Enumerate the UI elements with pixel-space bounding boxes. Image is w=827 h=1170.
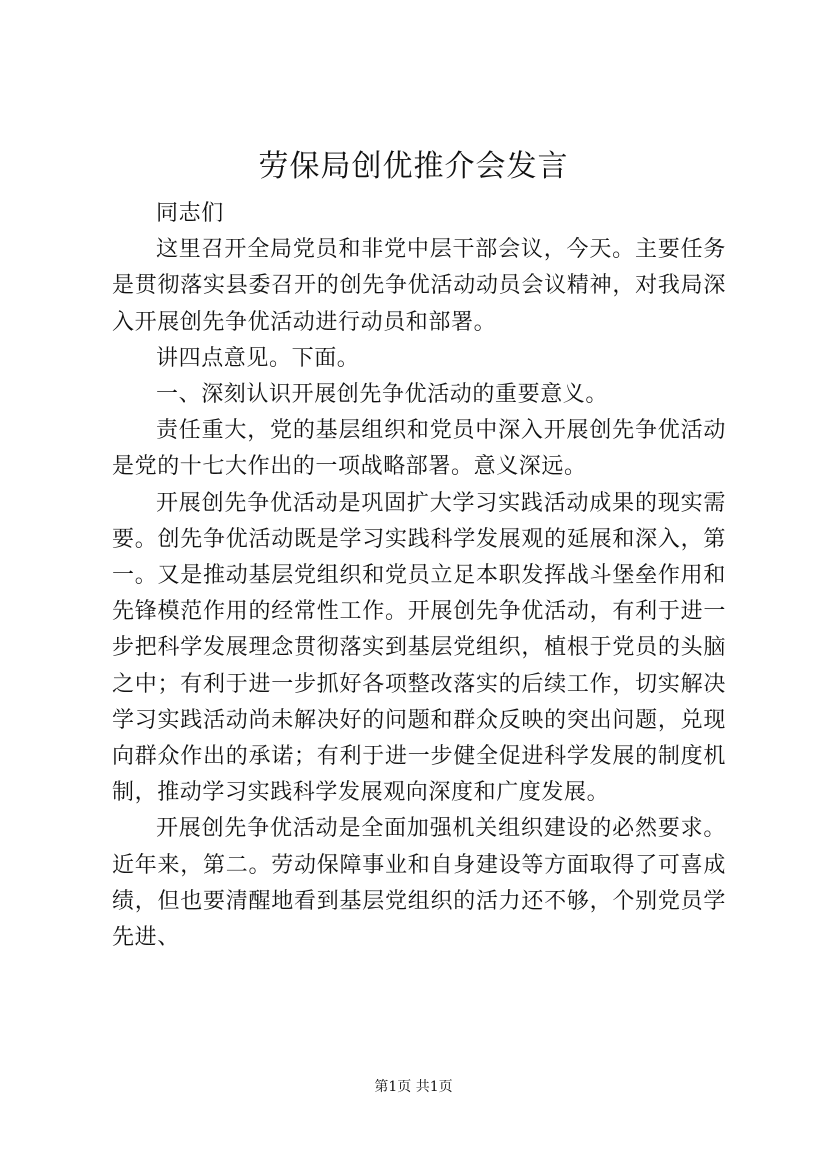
paragraph: 这里召开全局党员和非党中层干部会议，今天。主要任务是贯彻落实县委召开的创先争优活动动员会议精神，对我局深入开展创先争优活动进行动员和部署。	[112, 237, 726, 335]
section-heading: 一、深刻认识开展创先争优活动的重要意义。	[156, 382, 609, 408]
page-footer: 第1页 共1页	[374, 1079, 453, 1095]
paragraph: 开展创先争优活动是全面加强机关组织建设的必然要求。近年来，第二。劳动保障事业和自身建设等方面取得了可喜成绩，但也要清醒地看到基层党组织的活力还不够，个别党员学先进、	[112, 816, 726, 951]
paragraph-salutation: 同志们	[156, 201, 224, 226]
paragraph: 讲四点意见。下面。	[156, 345, 360, 371]
paragraph: 开展创先争优活动是巩固扩大学习实践活动成果的现实需要。创先争优活动既是学习实践科学发展观的延展和深入，第一。又是推动基层党组织和党员立足本职发挥战斗堡垒作用和先锋模范作用的经常性工作。开展创先争优活动，有利于进一步把科学发展理念贯彻落实到基层党组织，植根于党员的头脑之中；有利于进一步抓好各项整改落实的后续工作，切实解决学习实践活动尚未解决好的问题和群众反映的突出问题，兑现向群众作出的承诺；有利于进一步健全促进科学发展的制度机制，推动学习实践科学发展观向深度和广度发展。	[112, 490, 726, 806]
document-body	[112, 196, 726, 956]
document-title: 劳保局创优推介会发言	[258, 149, 569, 184]
paragraph: 责任重大，党的基层组织和党员中深入开展创先争优活动是党的十七大作出的一项战略部署。意义深远。	[112, 418, 726, 480]
